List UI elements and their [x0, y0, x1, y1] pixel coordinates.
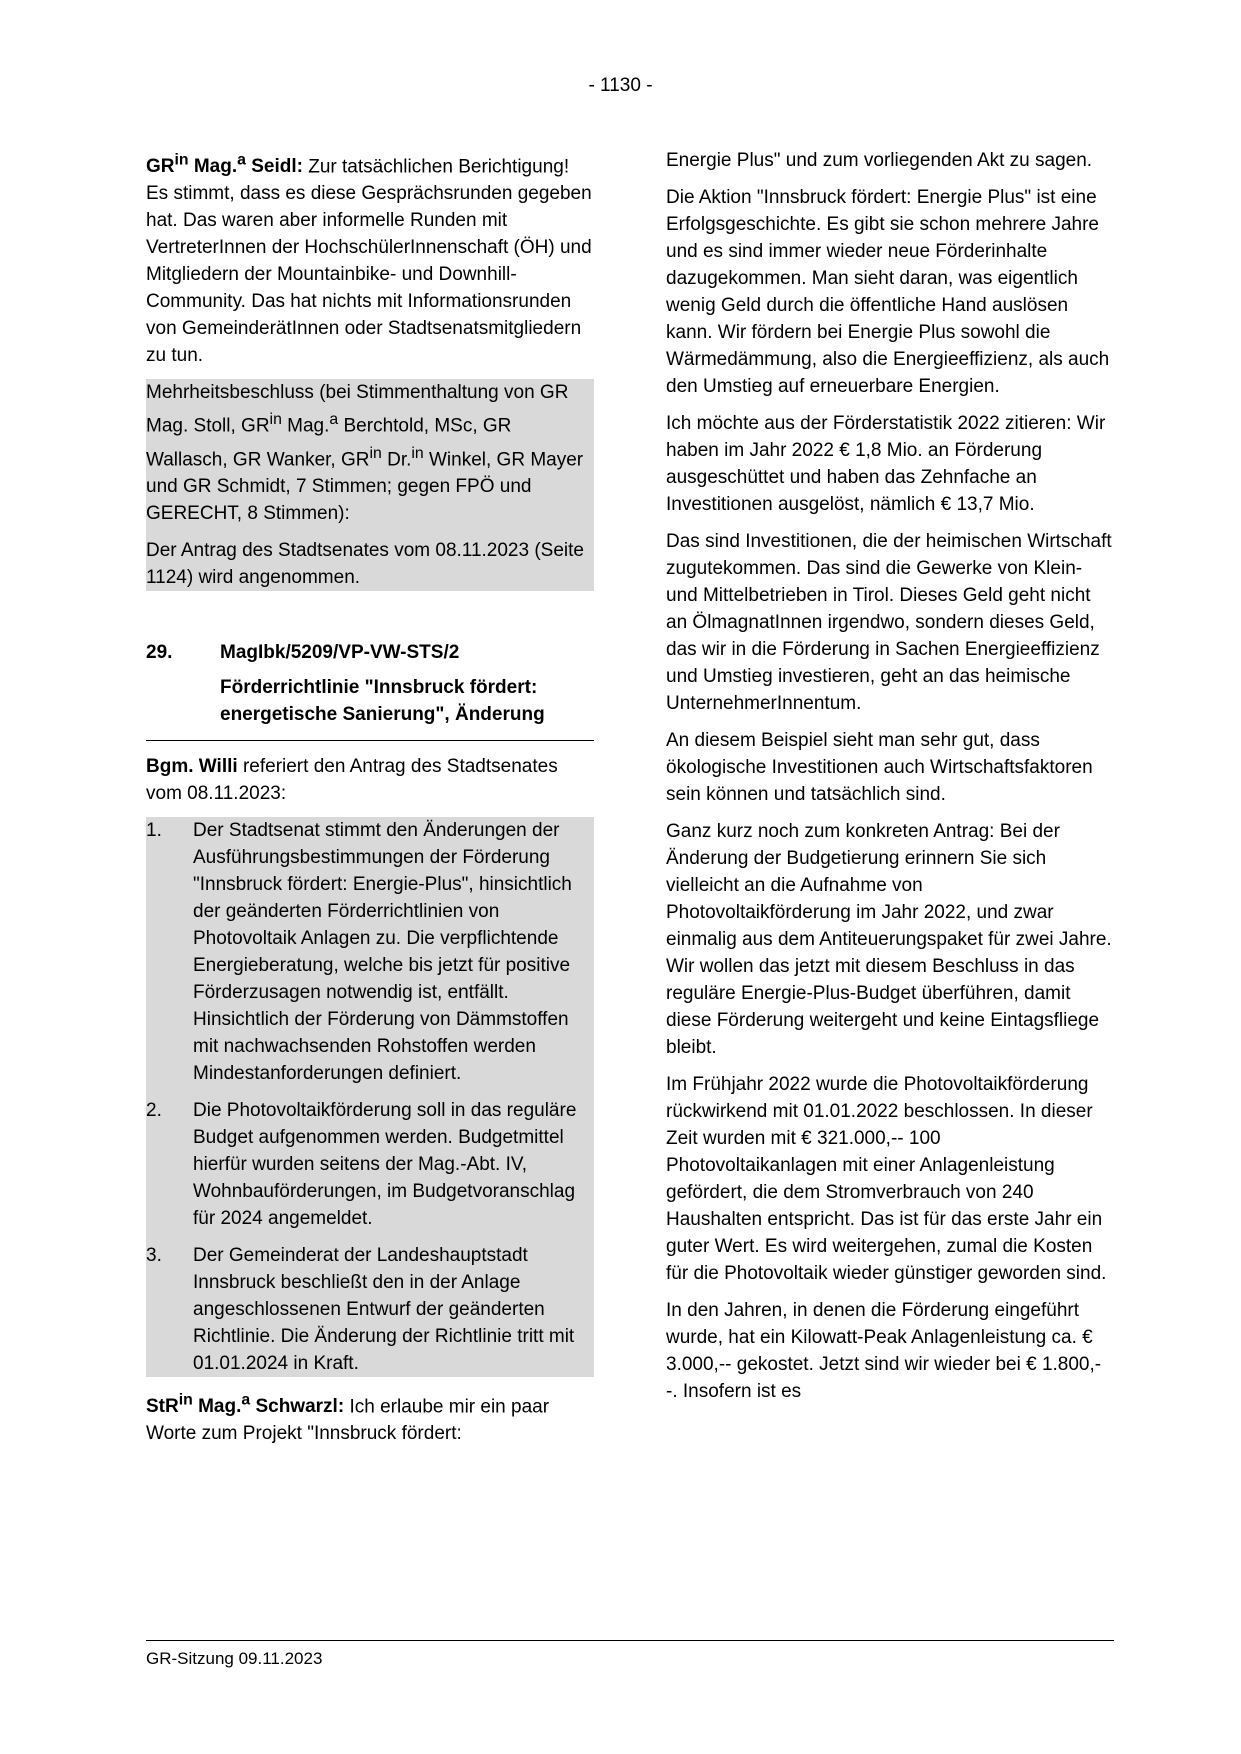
vote-resolution-block — [146, 379, 594, 591]
speaker-name: $GR^{in}$ Mag.$^a$ Seidl: — [146, 152, 303, 178]
list-item: 1. Der Stadtsenat stimmt den Änderungen der Ausführungsbestimmungen der Förderung "Innsbruck fördert: Energie-Plus", hinsichtlich der geänderten Förderrichtlinien von Photovoltaik Anlagen zu. Die verpflichtende Energieberatung, welche bis jetzt für positive Förderzusagen notwendig ist, entfällt. Hinsichtlich der Förderung von Dämmstoffen mit nachwachsenden Rohstoffen werden Mindestanforderungen definiert. — [146, 819, 572, 1084]
schwarzl-statement: StR$^{in}$ Mag.$^a$ Schwarzl: Ich erlaube mir ein paar Worte zum Projekt "Innsbruck fördert: — [146, 1391, 550, 1445]
agenda-item-code: MagIbk/5209/VP-VW-STS/2 — [220, 641, 460, 663]
seidl-statement: $GR^{in}$ Mag.$^a$ Seidl: Zur tatsächlichen Berichtigung! Es stimmt, dass es diese Gesprächsrunden gegeben hat. Das waren aber informelle Runden mit VertreterInnen der HochschülerInnenschaft (ÖH) und Mitgliedern der Mountainbike- und Downhill-Community. Das hat nichts mit Informationsrunden von GemeinderätInnen oder Stadtsenatsmitgliedern zu tun. — [146, 152, 592, 367]
list-item: 2. Die Photovoltaikförderung soll in das reguläre Budget aufgenommen werden. Budgetmittel hierfür wurden seitens der Mag.-Abt. IV, Wohnbauförderungen, im Budgetvoranschlag für 2024 angemeldet. — [146, 1099, 577, 1229]
right-column — [666, 147, 1112, 1415]
motion-list — [146, 817, 594, 1377]
agenda-item-header — [146, 639, 594, 728]
paragraph: Ganz kurz noch zum konkreten Antrag: Bei der Änderung der Budgetierung erinnern Sie sich vielleicht an die Aufnahme von Photovoltaikförderung im Jahr 2022, und zwar einmalig aus dem Antiteuerungspaket für zwei Jahre. Wir wollen das jetzt mit diesem Beschluss in das reguläre Energie-Plus-Budget überführen, damit diese Förderung weitergeht und keine Eintagsfliege bleibt. — [666, 821, 1112, 1058]
paragraph: In den Jahren, in denen die Förderung eingeführt wurde, hat ein Kilowatt-Peak Anlagenleistung ca. € 3.000,-- gekostet. Jetzt sind wir wieder bei € 1.800,--. Insofern ist es — [666, 1300, 1102, 1402]
referral-statement: Bgm. Willi referiert den Antrag des Stadtsenates vom 08.11.2023: — [146, 755, 558, 804]
page-number: - 1130 - — [588, 75, 653, 96]
paragraph: Im Frühjahr 2022 wurde die Photovoltaikförderung rückwirkend mit 01.01.2022 beschlossen. In dieser Zeit wurden mit € 321.000,-- 100 Photovoltaikanlagen mit einer Anlagenleistung gefördert, die dem Stromverbrauch von 240 Haushalten entspricht. Das ist für das erste Jahr ein guter Wert. Es wird weitergehen, zumal die Kosten für die Photovoltaik wieder günstiger geworden sind. — [666, 1074, 1107, 1284]
agenda-item-number: 29. — [146, 641, 173, 663]
paragraph: Die Aktion "Innsbruck fördert: Energie Plus" ist eine Erfolgsgeschichte. Es gibt sie schon mehrere Jahre und es sind immer wieder neue Förderinhalte dazugekommen. Man sieht daran, was eigentlich wenig Geld durch die öffentliche Hand auslösen kann. Wir fördern bei Energie Plus sowohl die Wärmedämmung, also die Energieeffizienz, als auch den Umstieg auf erneuerbare Energien. — [666, 187, 1110, 397]
agenda-item-title: Förderrichtlinie "Innsbruck fördert: energetische Sanierung", Änderung — [220, 676, 545, 725]
paragraph: An diesem Beispiel sieht man sehr gut, dass ökologische Investitionen auch Wirtschaftsfaktoren sein können und tatsächlich sind. — [666, 730, 1093, 805]
vote-result-detail: Mehrheitsbeschluss (bei Stimmenthaltung von GR Mag. Stoll, $GR^{in}$ Mag.$^a$ Berchtold, MSc, GR Wallasch, GR Wanker, $GR^{in}$ Dr.$^{in}$ Winkel, GR Mayer und GR Schmidt, 7 Stimmen; gegen FPÖ und GERECHT, 8 Stimmen): — [146, 382, 584, 524]
vote-outcome: Der Antrag des Stadtsenates vom 08.11.2023 (Seite 1124) wird angenommen. — [146, 539, 584, 588]
paragraph: Das sind Investitionen, die der heimischen Wirtschaft zugutekommen. Das sind die Gewerke von Klein- und Mittelbetrieben in Tirol. Dieses Geld geht nicht an ÖlmagnatInnen irgendwo, sondern dieses Geld, das wir in die Förderung in Sachen Energieeffizienz und Umstieg investieren, geht an das heimische UnternehmerInnentum. — [666, 531, 1112, 714]
footer-session-label: GR-Sitzung 09.11.2023 — [146, 1649, 323, 1668]
list-item: 3. Der Gemeinderat der Landeshauptstadt Innsbruck beschließt den in der Anlage angeschlossenen Entwurf der geänderten Richtlinie. Die Änderung der Richtlinie tritt mit 01.01.2024 in Kraft. — [146, 1244, 575, 1374]
footer-divider — [146, 1640, 1114, 1641]
paragraph: Ich möchte aus der Förderstatistik 2022 zitieren: Wir haben im Jahr 2022 € 1,8 Mio. an Förderung ausgeschüttet und haben das Zehnfache an Investitionen ausgelöst, nämlich € 13,7 Mio. — [666, 413, 1106, 515]
left-column — [146, 147, 594, 1457]
agenda-divider — [146, 740, 594, 741]
paragraph: Energie Plus" und zum vorliegenden Akt zu sagen. — [666, 150, 1093, 171]
